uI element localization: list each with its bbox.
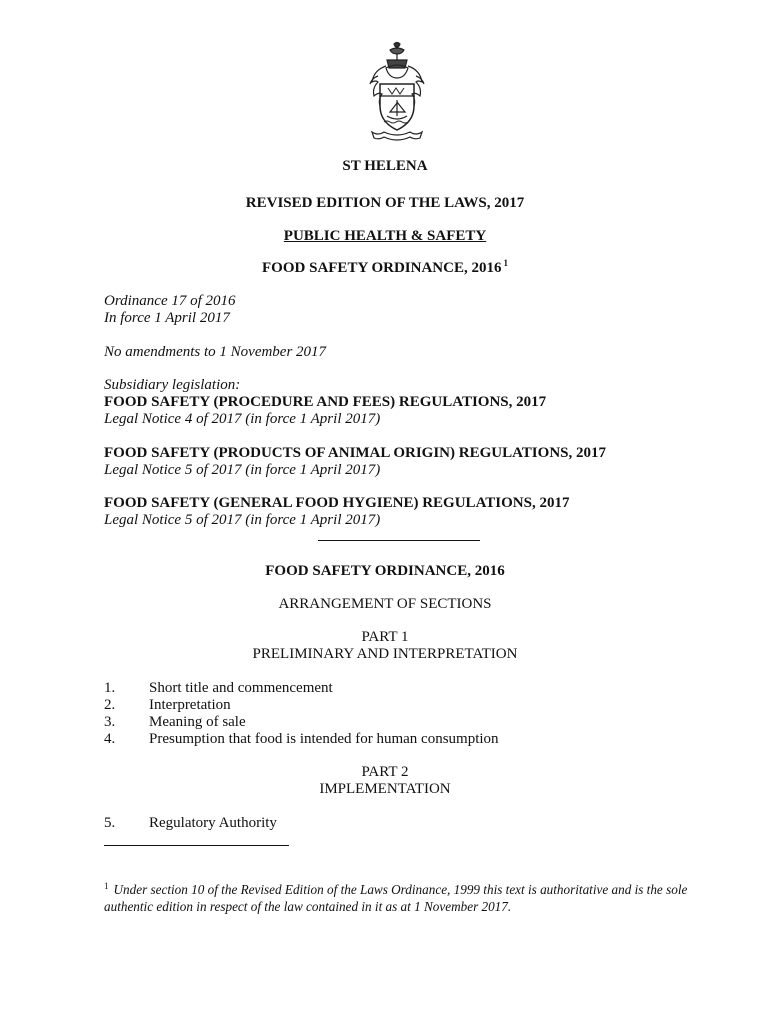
- footnote: [104, 881, 704, 915]
- amendments-note: No amendments to 1 November 2017: [104, 344, 327, 360]
- coat-of-arms-emblem: [360, 40, 434, 142]
- subsidiary-title: FOOD SAFETY (GENERAL FOOD HYGIENE) REGULATIONS, 2017: [104, 495, 570, 511]
- section-link[interactable]: Interpretation: [149, 697, 231, 713]
- section-number: 2.: [104, 697, 116, 713]
- part-name: PRELIMINARY AND INTERPRETATION: [252, 646, 518, 662]
- footnote-mark: 1: [104, 880, 109, 891]
- section-number: 1.: [104, 680, 116, 696]
- subsidiary-notice: Legal Notice 5 of 2017 (in force 1 April 2017): [104, 462, 381, 478]
- in-force-date: In force 1 April 2017: [104, 310, 230, 326]
- category-heading: PUBLIC HEALTH & SAFETY: [283, 228, 487, 244]
- section-link[interactable]: Regulatory Authority: [149, 815, 277, 831]
- country-heading: ST HELENA: [342, 158, 428, 174]
- subsidiary-label: Subsidiary legislation:: [104, 377, 241, 393]
- subsidiary-notice: Legal Notice 4 of 2017 (in force 1 April 2017): [104, 411, 381, 427]
- ordinance-title: [0, 260, 770, 277]
- section-link[interactable]: Short title and commencement: [149, 680, 333, 696]
- ordinance-title-text: FOOD SAFETY ORDINANCE, 2016: [262, 260, 502, 276]
- section-link[interactable]: Meaning of sale: [149, 714, 246, 730]
- section-number: 5.: [104, 815, 116, 831]
- part-label: PART 1: [361, 629, 409, 645]
- section-number: 4.: [104, 731, 116, 747]
- arrangement-heading: ARRANGEMENT OF SECTIONS: [278, 596, 492, 612]
- part-label: PART 2: [361, 764, 409, 780]
- footnote-separator: [104, 845, 289, 846]
- arrangement-ordinance-title: FOOD SAFETY ORDINANCE, 2016: [265, 563, 505, 579]
- ordinance-number: Ordinance 17 of 2016: [104, 293, 236, 309]
- section-divider: [318, 540, 480, 541]
- subsidiary-notice: Legal Notice 5 of 2017 (in force 1 April 2017): [104, 512, 381, 528]
- subsidiary-title: FOOD SAFETY (PRODUCTS OF ANIMAL ORIGIN) REGULATIONS, 2017: [104, 445, 606, 461]
- part-name: IMPLEMENTATION: [319, 781, 451, 797]
- footnote-text: Under section 10 of the Revised Edition of the Laws Ordinance, 1999 this text is authoritative and is the sole authentic edition in respect of the law contained in it as at 1 November 2017.: [104, 882, 688, 914]
- section-link[interactable]: Presumption that food is intended for human consumption: [149, 731, 499, 747]
- edition-heading: REVISED EDITION OF THE LAWS, 2017: [245, 195, 525, 211]
- footnote-reference[interactable]: 1: [503, 258, 508, 268]
- subsidiary-title: FOOD SAFETY (PROCEDURE AND FEES) REGULATIONS, 2017: [104, 394, 547, 410]
- section-number: 3.: [104, 714, 116, 730]
